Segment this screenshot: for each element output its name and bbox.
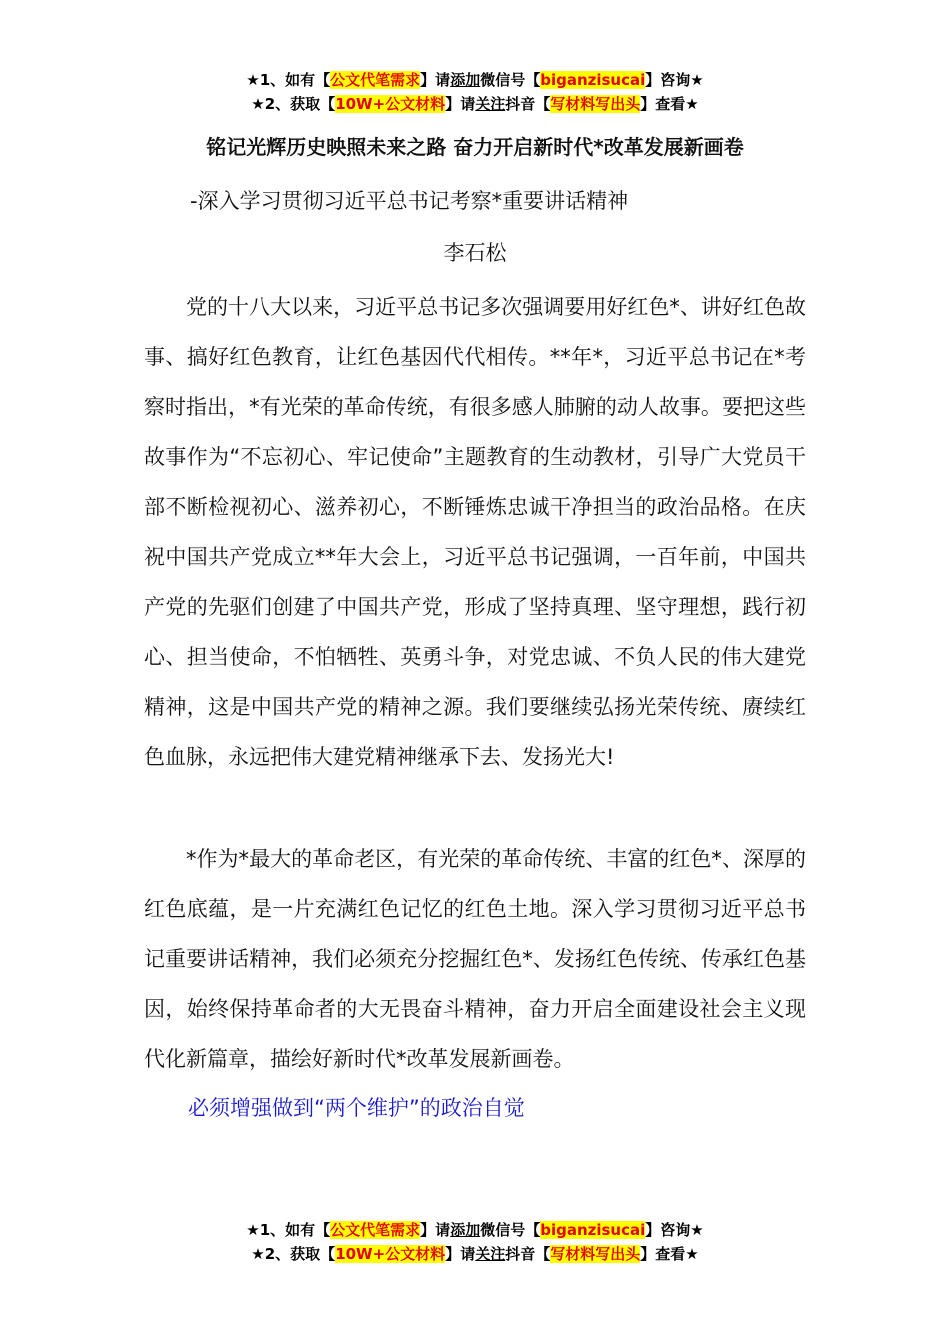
top-banner [0,68,950,116]
banner-text: 】请 [420,1221,451,1239]
banner-highlight: biganzisucai [540,1221,646,1239]
banner-highlight: 10W+公文材料 [335,95,446,113]
bottom-banner [0,1218,950,1266]
banner-text: 】请 [445,1245,476,1263]
document-subtitle: -深入学习贯彻习近平总书记考察*重要讲话精神 [190,189,629,213]
banner-text: 】咨询★ [645,71,704,89]
body-paragraph-2: *作为*最大的革命老区，有光荣的革命传统、丰富的红色*、深厚的红色底蕴，是一片充满红色记忆的红色土地。深入学习贯彻习近平总书记重要讲话精神，我们必须充分挖掘红色*、发扬红色传统、传承红色基因，始终保持革命者的大无畏奋斗精神，奋力开启全面建设社会主义现代化新篇章，描绘好新时代*改革发展新画卷。 [144,847,806,1071]
body-paragraph-1: 党的十八大以来，习近平总书记多次强调要用好红色*、讲好红色故事、搞好红色教育，让红色基因代代相传。**年*，习近平总书记在*考察时指出，*有光荣的革命传统，有很多感人肺腑的动人故事。要把这些故事作为“不忘初心、牢记使命”主题教育的生动教材，引导广大党员干部不断检视初心、滋养初心，不断锤炼忠诚干净担当的政治品格。在庆祝中国共产党成立**年大会上，习近平总书记强调，一百年前，中国共产党的先驱们创建了中国共产党，形成了坚持真理、坚守理想，践行初心、担当使命，不怕牺牲、英勇斗争，对党忠诚、不负人民的伟大建党精神，这是中国共产党的精神之源。我们要继续弘扬光荣传统、赓续红色血脉，永远把伟大建党精神继承下去、发扬光大! [144,295,806,769]
banner-text: ★1、如有【 [246,1221,331,1239]
banner-highlight: biganzisucai [540,71,646,89]
banner-text: ★1、如有【 [246,71,331,89]
banner-text: 】请 [420,71,451,89]
document-author: 李石松 [443,241,507,265]
document-title: 铭记光辉历史映照未来之路 奋力开启新时代*改革发展新画卷 [206,135,744,159]
banner-line-2 [0,1242,950,1266]
banner-text: 】咨询★ [645,1221,704,1239]
banner-text: ★2、获取【 [251,1245,336,1263]
banner-underline: 关注 [475,1245,506,1263]
banner-text: 抖音【 [505,95,551,113]
banner-text: 】查看★ [640,95,699,113]
banner-underline: 添加 [450,1221,481,1239]
banner-text: 】请 [445,95,476,113]
banner-underline: 关注 [475,95,506,113]
banner-line-2 [0,92,950,116]
banner-highlight: 写材料写出头 [550,1245,641,1263]
banner-text: 抖音【 [505,1245,551,1263]
section-heading: 必须增强做到“两个维护”的政治自觉 [188,1096,525,1120]
banner-text: 】查看★ [640,1245,699,1263]
banner-line-1 [0,1218,950,1242]
banner-text: 微信号【 [480,71,541,89]
banner-line-1 [0,68,950,92]
banner-text: ★2、获取【 [251,95,336,113]
banner-underline: 添加 [450,71,481,89]
banner-highlight: 公文代笔需求 [330,71,421,89]
banner-highlight: 写材料写出头 [550,95,641,113]
banner-text: 微信号【 [480,1221,541,1239]
banner-highlight: 10W+公文材料 [335,1245,446,1263]
banner-highlight: 公文代笔需求 [330,1221,421,1239]
